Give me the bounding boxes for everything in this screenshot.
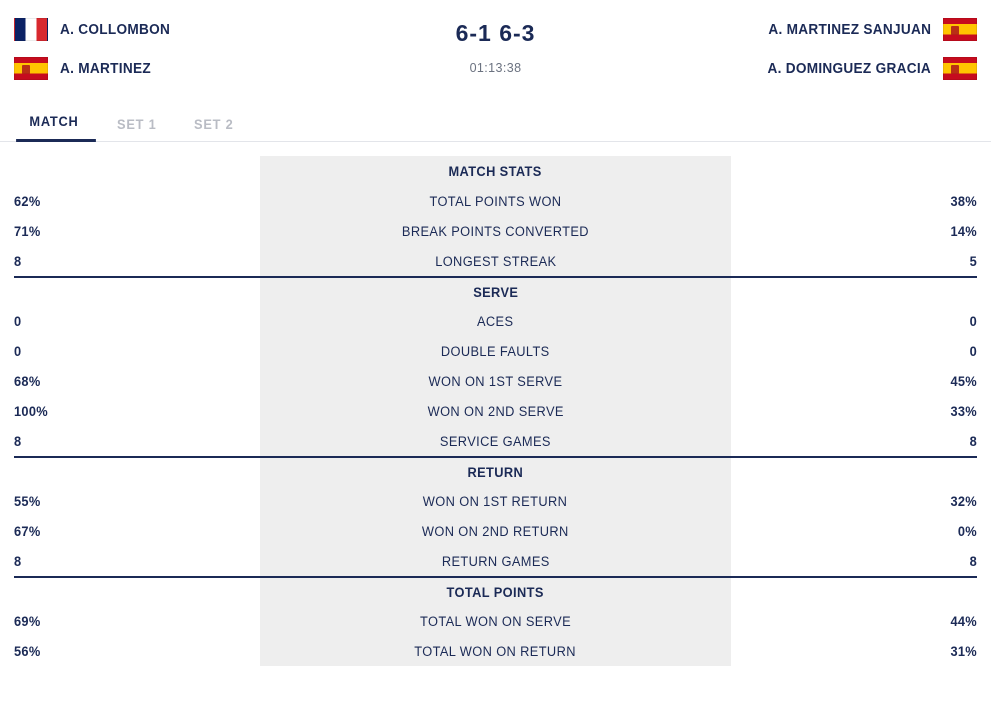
stat-label: BREAK POINTS CONVERTED (260, 216, 731, 246)
stat-label: TOTAL WON ON SERVE (260, 606, 731, 636)
stat-value-right: 8 (969, 433, 977, 449)
stat-value-right: 45% (950, 373, 977, 389)
stat-value-right: 0 (969, 343, 977, 359)
stat-value-right: 44% (950, 613, 977, 629)
stat-label: LONGEST STREAK (260, 246, 731, 276)
tab-set-1[interactable]: SET 1 (116, 117, 157, 132)
flag-spain-icon (943, 18, 977, 41)
section-right-spacer (743, 578, 977, 606)
table-row (14, 396, 977, 426)
tab-set-2[interactable]: SET 2 (194, 117, 234, 132)
tab-match[interactable]: MATCH (16, 114, 96, 142)
stat-value-right: 14% (950, 223, 977, 239)
stat-label: TOTAL POINTS WON (260, 186, 731, 216)
stats-section-header (14, 456, 977, 486)
stat-value-right: 31% (950, 643, 977, 659)
stat-label: WON ON 1ST SERVE (260, 366, 731, 396)
flag-spain-icon (14, 57, 48, 80)
table-row (14, 336, 977, 366)
stat-value-right: 5 (969, 253, 977, 269)
stat-value-left: 67% (14, 523, 41, 539)
flag-france-icon (14, 18, 48, 41)
table-row (14, 486, 977, 516)
table-row (14, 516, 977, 546)
player-name: A. COLLOMBON (60, 21, 171, 38)
table-row (14, 636, 977, 666)
table-row (14, 426, 977, 456)
table-row (14, 186, 977, 216)
table-row (14, 216, 977, 246)
section-right-spacer (743, 278, 977, 306)
section-title: RETURN (260, 458, 731, 486)
stat-value-right: 0% (957, 523, 977, 539)
stat-value-left: 8 (14, 253, 22, 269)
table-row (14, 246, 977, 276)
stat-value-left: 69% (14, 613, 41, 629)
stat-label: TOTAL WON ON RETURN (260, 636, 731, 666)
player-row[interactable] (758, 18, 977, 41)
stat-value-left: 55% (14, 493, 41, 509)
stat-value-right: 33% (950, 403, 977, 419)
stat-value-right: 0 (969, 313, 977, 329)
stat-label: RETURN GAMES (260, 546, 731, 576)
stat-value-left: 71% (14, 223, 41, 239)
stat-label: DOUBLE FAULTS (260, 336, 731, 366)
stat-label: WON ON 2ND SERVE (260, 396, 731, 426)
table-row (14, 546, 977, 576)
match-duration: 01:13:38 (469, 61, 522, 75)
player-name: A. MARTINEZ (60, 60, 151, 77)
section-title: TOTAL POINTS (260, 578, 731, 606)
section-right-spacer (743, 156, 977, 186)
table-row (14, 306, 977, 336)
player-name: A. MARTINEZ SANJUAN (768, 21, 931, 38)
section-right-spacer (743, 458, 977, 486)
team-left (14, 10, 394, 80)
flag-spain-icon (943, 57, 977, 80)
stat-value-left: 62% (14, 193, 41, 209)
section-left-spacer (14, 458, 248, 486)
match-score: 6-1 6-3 (455, 20, 536, 46)
section-title: SERVE (260, 278, 731, 306)
stat-label: WON ON 2ND RETURN (260, 516, 731, 546)
stat-label: ACES (260, 306, 731, 336)
section-title: MATCH STATS (260, 156, 731, 186)
stats-section-header (14, 276, 977, 306)
stat-value-left: 8 (14, 553, 22, 569)
stat-value-left: 8 (14, 433, 22, 449)
stat-value-right: 32% (950, 493, 977, 509)
stat-value-left: 68% (14, 373, 41, 389)
section-left-spacer (14, 278, 248, 306)
score-block (394, 10, 597, 75)
stat-value-left: 0 (14, 313, 22, 329)
team-right (597, 10, 977, 80)
player-row[interactable] (757, 57, 977, 80)
table-row (14, 366, 977, 396)
section-left-spacer (14, 156, 248, 186)
table-row (14, 606, 977, 636)
stat-value-right: 38% (950, 193, 977, 209)
player-row[interactable] (14, 18, 394, 41)
player-name: A. DOMINGUEZ GRACIA (767, 60, 931, 77)
section-left-spacer (14, 578, 248, 606)
match-header (0, 0, 991, 100)
stat-value-right: 8 (969, 553, 977, 569)
stat-label: SERVICE GAMES (260, 426, 731, 456)
stats-table (0, 142, 991, 666)
stats-section-header (14, 576, 977, 606)
stat-value-left: 100% (14, 403, 48, 419)
player-row[interactable] (14, 57, 394, 80)
stats-section-header (14, 156, 977, 186)
stat-value-left: 56% (14, 643, 41, 659)
stat-value-left: 0 (14, 343, 22, 359)
stat-label: WON ON 1ST RETURN (260, 486, 731, 516)
stats-tabs (0, 100, 991, 142)
